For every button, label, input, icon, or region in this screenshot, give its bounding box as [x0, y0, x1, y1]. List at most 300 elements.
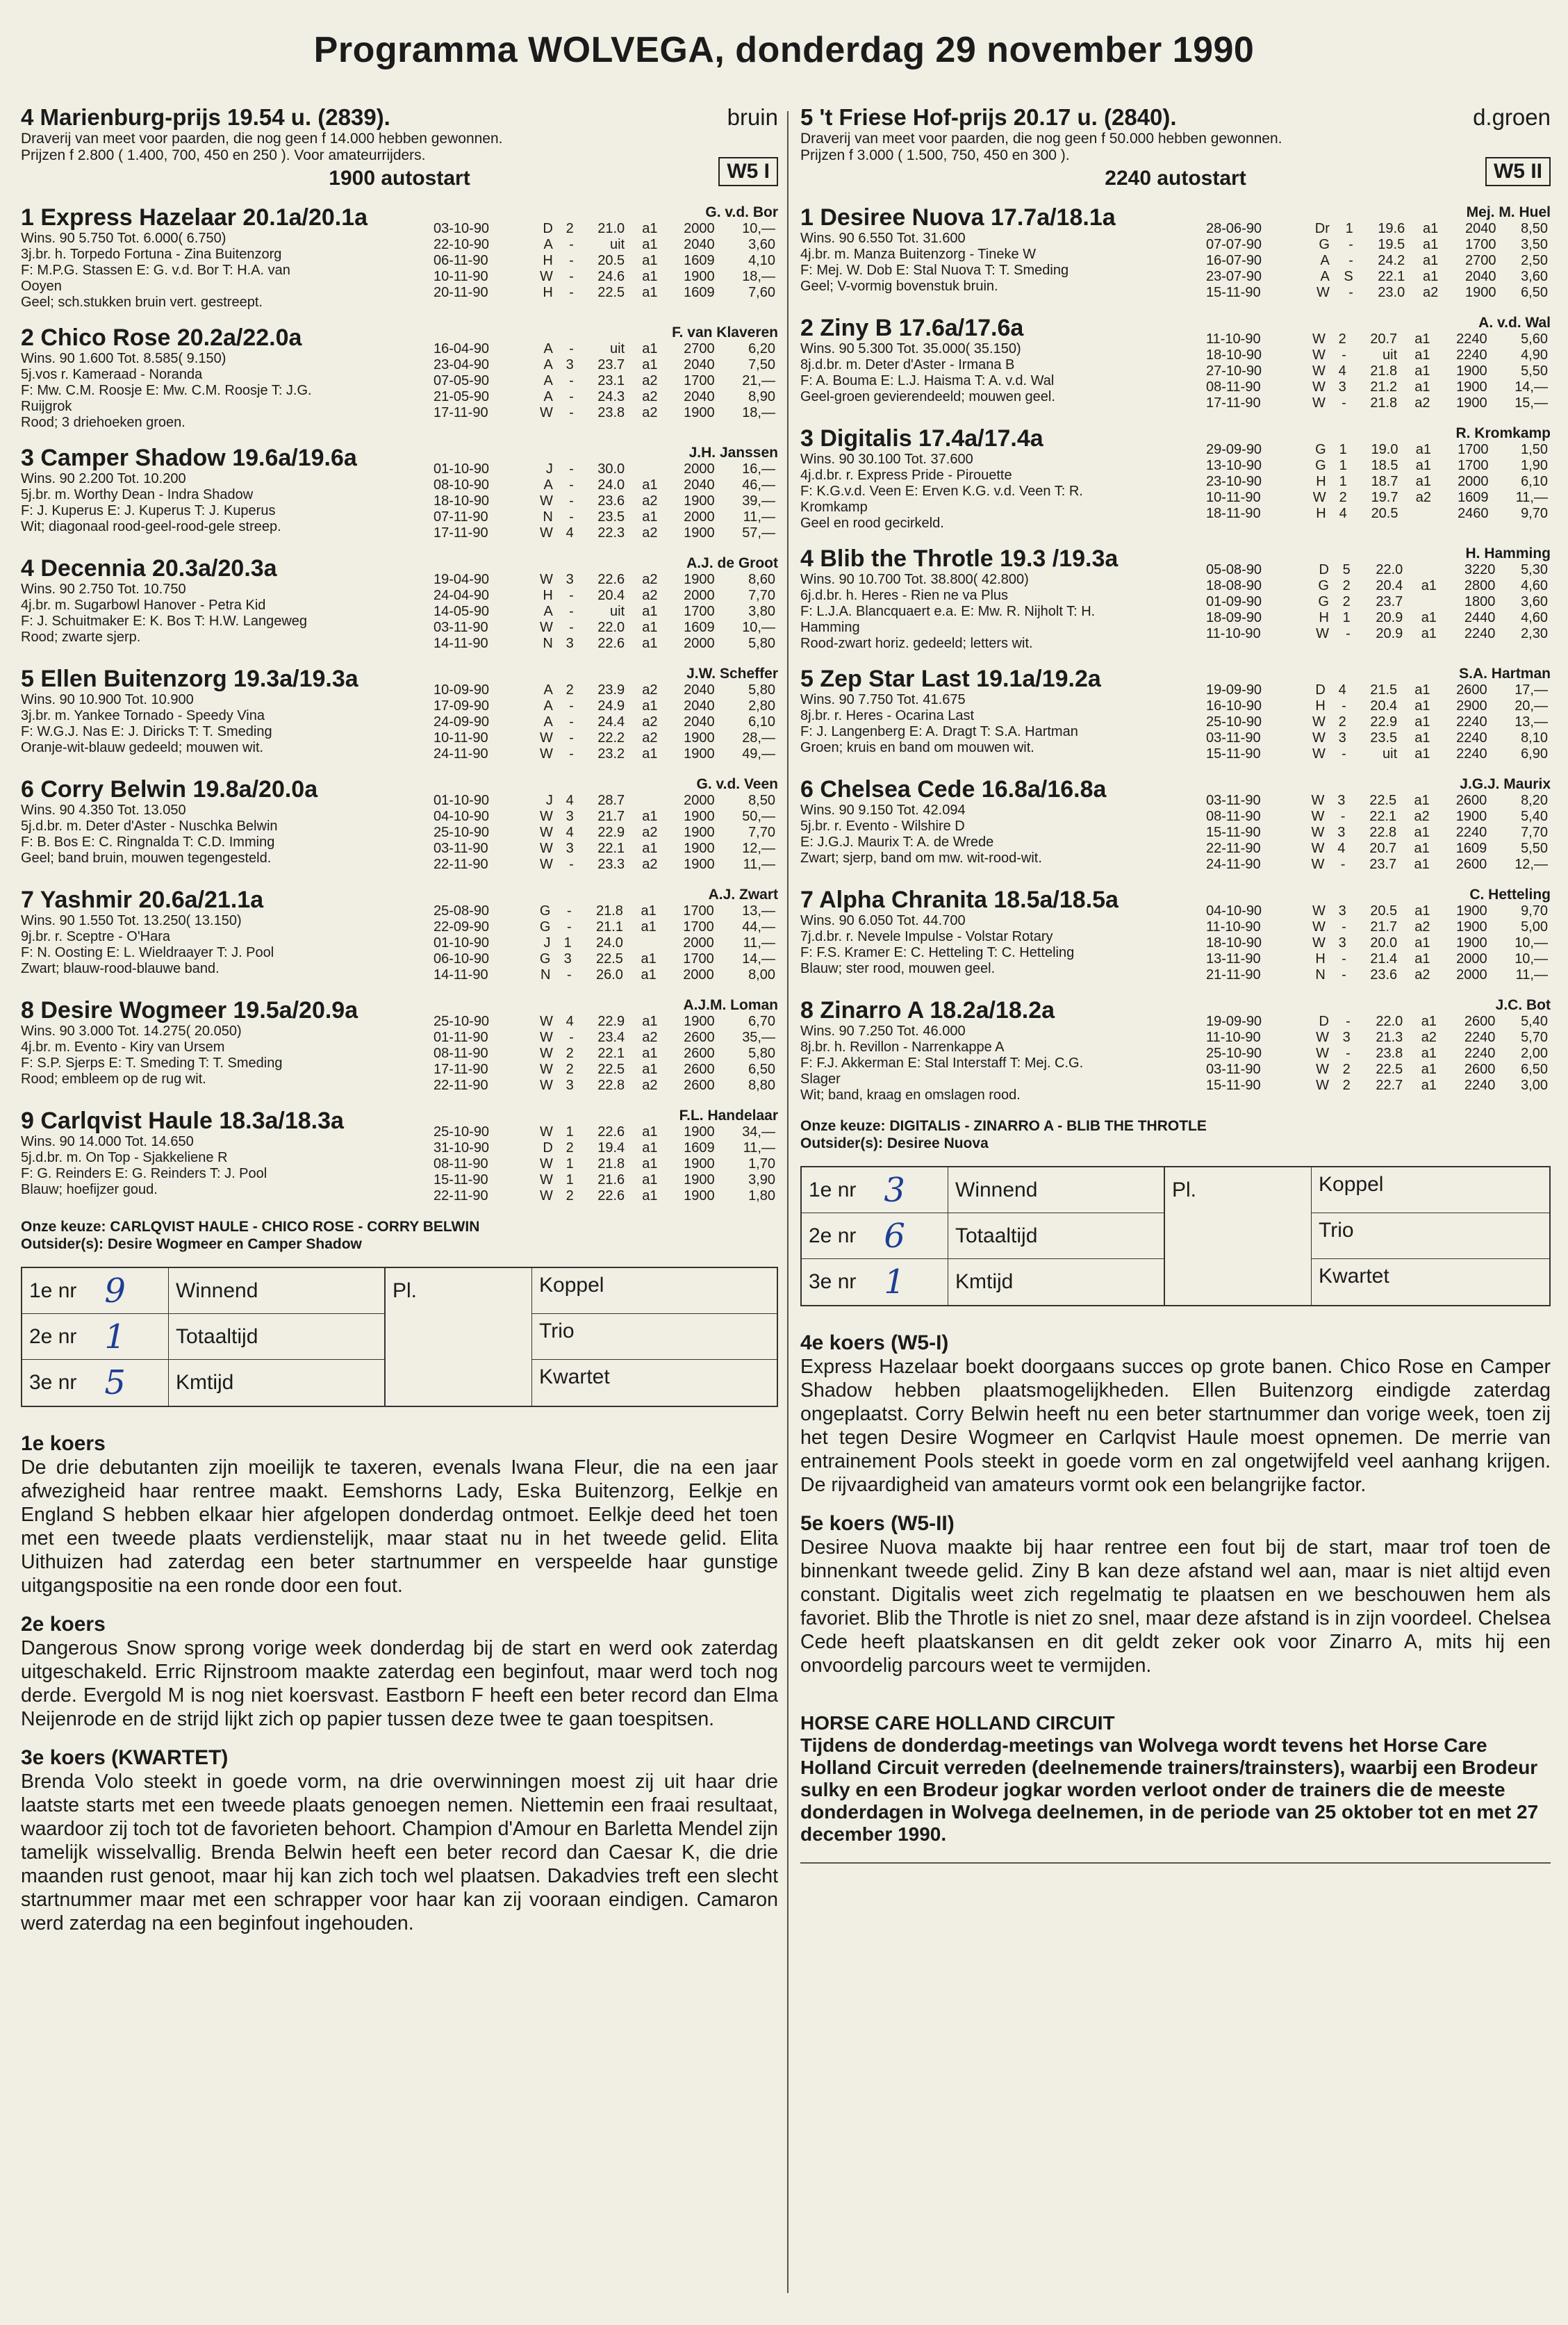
form-cell: 2 [1342, 578, 1351, 593]
form-cell: a2 [1414, 395, 1430, 411]
horse-detail-line: 9j.br. r. Sceptre - O'Hara [21, 929, 171, 944]
form-cell: 22.8 [597, 1078, 625, 1093]
bet-type-label: Totaaltijd [948, 1213, 1164, 1259]
form-row [431, 389, 778, 405]
form-cell: 23-04-90 [434, 357, 490, 372]
race-commentary [800, 1331, 1551, 1677]
form-cell: 23.5 [1370, 730, 1398, 746]
form-cell: - [1348, 237, 1353, 252]
form-cell: 49,— [742, 746, 775, 762]
form-cell: 24.6 [597, 269, 625, 284]
form-cell: 2600 [684, 1062, 715, 1077]
horse-detail-line: 6j.d.br. h. Heres - Rien ne va Plus [800, 588, 1009, 603]
form-row [431, 1014, 778, 1030]
form-cell: 24-04-90 [434, 588, 490, 603]
race-distance-row [21, 160, 778, 190]
horse-detail-line: F: N. Oosting E: L. Wieldraayer T: J. Pool [21, 945, 274, 960]
form-table [431, 461, 778, 541]
form-row [1203, 1030, 1551, 1046]
form-cell: D [543, 1140, 553, 1156]
form-table [431, 341, 778, 421]
form-cell [627, 793, 660, 809]
circuit-heading: HORSE CARE HOLLAND CIRCUIT [800, 1712, 1115, 1734]
form-cell: W [539, 730, 553, 746]
form-cell: 15-11-90 [434, 1172, 488, 1188]
horse-name: 6 Corry Belwin 19.8a/20.0a [21, 776, 318, 803]
combo-bet-label: Trio [532, 1314, 777, 1360]
horse-entry [800, 997, 1551, 1103]
form-cell: a2 [642, 389, 658, 404]
form-cell: 22.6 [597, 1188, 625, 1203]
horse-info [21, 204, 424, 311]
form-row [431, 809, 778, 825]
form-cell: 3,80 [748, 604, 775, 619]
form-table [431, 793, 778, 873]
horse-entry [800, 315, 1551, 411]
form-table [431, 903, 778, 983]
form-cell: 2000 [684, 509, 715, 525]
form-cell: 29-09-90 [1206, 442, 1262, 457]
form-cell: 1900 [684, 493, 715, 509]
form-cell: 3 [563, 951, 572, 967]
pl-label: Pl. [393, 1279, 418, 1302]
form-cell: 2600 [684, 1030, 715, 1045]
horse-name: 8 Zinarro A 18.2a/18.2a [800, 997, 1055, 1024]
form-cell: 1609 [684, 1140, 715, 1156]
form-cell: 8,20 [1521, 793, 1548, 808]
form-cell: W [539, 857, 553, 872]
form-cell: 03-11-90 [1206, 793, 1261, 808]
horse-list [800, 204, 1551, 1103]
form-cell: N [543, 636, 553, 651]
horse-name: 4 Blib the Throtle 19.3 /19.3a [800, 545, 1119, 572]
form-cell: 1900 [1456, 363, 1487, 379]
form-row [431, 373, 778, 389]
form-cell: S [1344, 269, 1353, 284]
form-cell: a1 [642, 357, 658, 372]
form-cell: G [539, 903, 551, 919]
horse-entry [800, 425, 1551, 532]
form-cell: 1,50 [1521, 442, 1548, 457]
form-cell: 1900 [684, 1124, 715, 1140]
form-cell: 3 [1337, 825, 1346, 840]
horse-detail-line: Wins. 90 9.150 Tot. 42.094 [800, 803, 966, 818]
horse-info [21, 445, 424, 541]
form-cell: 2000 [684, 636, 715, 651]
form-cell: D [1319, 562, 1329, 577]
place-label: 1e nr [29, 1279, 77, 1302]
form-cell: W [1317, 285, 1330, 300]
form-cell: 21.7 [1370, 919, 1398, 935]
form-cell: 13-11-90 [1206, 951, 1261, 967]
form-cell: 3 [566, 572, 574, 587]
form-row [1203, 578, 1551, 594]
form-cell: 3,60 [1521, 594, 1548, 609]
commentary-heading: 4e koers (W5-I) [800, 1331, 949, 1354]
result-box [800, 1166, 1551, 1306]
form-cell: 1609 [684, 285, 715, 300]
horse-info [21, 1108, 424, 1204]
form-cell: 22-11-90 [434, 1078, 488, 1093]
form-cell: 2240 [1464, 1030, 1496, 1045]
form-cell: 1700 [684, 373, 715, 388]
form-cell: 22.5 [595, 951, 623, 967]
form-cell: 2040 [684, 698, 715, 714]
form-cell: 24.9 [597, 698, 625, 714]
form-cell: N [543, 509, 553, 525]
horse-list [21, 204, 778, 1204]
form-cell: a1 [1414, 935, 1430, 951]
horse-info [800, 425, 1203, 532]
trainer-name: A.J. Zwart [708, 887, 778, 903]
form-cell: 1609 [1455, 841, 1487, 856]
commentary-heading: 2e koers [21, 1613, 106, 1636]
bet-type-column [168, 1268, 384, 1406]
form-cell: A [543, 341, 553, 356]
form-row [1203, 490, 1551, 506]
form-cell: 14-11-90 [434, 967, 488, 983]
form-row [431, 682, 778, 698]
horse-detail-line: 7j.d.br. r. Nevele Impulse - Volstar Rotary [800, 929, 1053, 944]
form-cell: 01-10-90 [434, 793, 490, 808]
form-cell: - [569, 698, 574, 714]
form-cell: 15-11-90 [1206, 285, 1261, 300]
bet-type-label: Kmtijd [955, 1270, 1014, 1293]
form-row [1203, 626, 1551, 642]
form-cell: A [543, 682, 553, 698]
form-cell: 14,— [742, 951, 775, 967]
form-cell: 20-11-90 [434, 285, 488, 300]
place-cell [802, 1259, 948, 1305]
horse-form [431, 997, 778, 1094]
horse-detail-line: F: J. Kuperus E: J. Kuperus T: J. Kuperus [21, 503, 276, 518]
form-cell: 03-10-90 [434, 221, 490, 236]
form-cell: - [1346, 1046, 1351, 1061]
form-cell: G [539, 919, 551, 935]
form-cell: W [539, 1078, 553, 1093]
divider-rule [800, 1862, 1551, 1864]
horse-info [21, 776, 424, 873]
form-cell: H [543, 588, 553, 603]
form-cell: 7,50 [748, 357, 775, 372]
place-label: 2e nr [29, 1324, 77, 1348]
form-row [1203, 347, 1551, 363]
form-cell: 13,— [1515, 714, 1548, 730]
horse-detail-line: 8j.br. r. Heres - Ocarina Last [800, 708, 975, 723]
form-cell: 21.8 [1370, 363, 1398, 379]
form-row [1203, 363, 1551, 379]
bet-type-column [948, 1167, 1164, 1305]
form-row [431, 951, 778, 967]
form-cell: 5,80 [748, 1046, 775, 1061]
form-cell: 21.3 [1376, 1030, 1403, 1045]
form-cell: W [1312, 919, 1326, 935]
horse-detail-line: F: F.S. Kramer E: C. Hetteling T: C. Hetteling [800, 945, 1075, 960]
form-cell: 1900 [684, 746, 715, 762]
horse-form [431, 445, 778, 541]
form-cell: 24.3 [597, 389, 625, 404]
form-cell: 5 [1342, 562, 1351, 577]
form-cell: 6,20 [748, 341, 775, 356]
form-row [431, 793, 778, 809]
form-cell: 4 [566, 825, 574, 840]
form-cell: a1 [1421, 626, 1437, 641]
form-cell: 9,70 [1521, 903, 1548, 919]
form-cell: W [1312, 714, 1326, 730]
form-row [431, 269, 778, 285]
form-cell: 2040 [1464, 269, 1496, 284]
form-cell [1405, 562, 1439, 578]
form-cell: 39,— [742, 493, 775, 509]
form-cell: 21.0 [597, 221, 625, 236]
form-cell: W [1311, 841, 1325, 856]
form-cell: - [569, 509, 574, 525]
horse-info [21, 666, 424, 762]
form-cell: 23.9 [597, 682, 625, 698]
form-cell: 15,— [1515, 395, 1548, 411]
form-cell: 28,— [742, 730, 775, 746]
form-cell: a1 [641, 951, 657, 967]
form-row [431, 588, 778, 604]
form-cell: 1 [1339, 458, 1347, 473]
form-cell: - [1342, 698, 1346, 714]
form-cell: a1 [1421, 1078, 1437, 1093]
horse-entry [21, 445, 778, 541]
form-cell: 18-10-90 [1206, 935, 1262, 951]
form-cell: 3 [1342, 1030, 1351, 1045]
form-cell: 1900 [1456, 935, 1487, 951]
form-cell: a2 [642, 1030, 658, 1045]
form-cell: 1900 [684, 405, 715, 420]
form-cell: - [1342, 347, 1346, 363]
form-cell: 3 [566, 809, 574, 824]
form-cell: 21.6 [597, 1172, 625, 1188]
trainer-name: J.H. Janssen [688, 445, 778, 461]
form-cell: 2900 [1456, 698, 1487, 714]
form-cell: 22.1 [1369, 809, 1397, 824]
form-cell: W [1311, 857, 1325, 872]
horse-detail-line: Geel en rood gecirkeld. [800, 516, 944, 531]
form-cell: 12,— [1515, 857, 1548, 872]
form-cell: 18.5 [1371, 458, 1398, 473]
form-cell: 20.7 [1369, 841, 1397, 856]
horse-detail-line: Ooyen [21, 279, 62, 294]
form-cell: W [1312, 347, 1326, 363]
form-cell: a1 [1414, 825, 1430, 840]
form-cell: a2 [642, 714, 658, 730]
form-cell: - [1342, 746, 1346, 762]
form-cell: W [1312, 395, 1326, 411]
form-cell: 08-11-90 [434, 1156, 488, 1172]
horse-form [431, 887, 778, 983]
form-cell: 26.0 [595, 967, 623, 983]
form-cell: a1 [1421, 1062, 1437, 1077]
form-cell: 23.6 [1370, 967, 1398, 983]
form-cell: N [1315, 967, 1326, 983]
form-row [431, 525, 778, 541]
form-cell: G [1315, 458, 1326, 473]
form-cell: 11,— [743, 857, 775, 872]
form-cell: G [1318, 594, 1329, 609]
form-table [1203, 682, 1551, 762]
form-cell: 23.8 [1376, 1046, 1403, 1061]
form-cell: a1 [1414, 379, 1430, 395]
form-cell: 3 [1338, 935, 1346, 951]
form-row [1203, 237, 1551, 253]
form-cell: 22.9 [597, 825, 625, 840]
trainer-name: Mej. M. Huel [1466, 204, 1551, 220]
form-cell: 21.8 [597, 1156, 625, 1172]
place-cell [22, 1314, 168, 1360]
form-cell: 4 [566, 1014, 574, 1029]
form-cell: 2 [1338, 714, 1346, 730]
form-cell: H [543, 285, 553, 300]
form-cell: 20.5 [1370, 903, 1398, 919]
form-cell: 10-11-90 [434, 269, 488, 284]
form-cell: 22.5 [597, 1062, 625, 1077]
form-row [431, 857, 778, 873]
form-cell: 2000 [684, 221, 715, 236]
form-cell: W [1312, 730, 1326, 746]
form-cell: 17-11-90 [434, 405, 488, 420]
trainer-name: R. Kromkamp [1455, 425, 1551, 441]
form-cell: 24.0 [597, 477, 625, 493]
form-cell: G [1318, 578, 1329, 593]
bet-type-label: Winnend [948, 1167, 1164, 1213]
horse-entry [21, 555, 778, 652]
form-cell: 7,70 [748, 825, 775, 840]
form-cell: 22.1 [597, 841, 625, 856]
form-cell: 5,40 [1521, 809, 1548, 824]
form-row [1203, 458, 1551, 474]
form-cell: - [1342, 951, 1346, 967]
form-cell: 1900 [684, 525, 715, 541]
form-cell: 2240 [1464, 1046, 1496, 1061]
form-cell: 1 [1339, 442, 1347, 457]
horse-detail-line: F: W.G.J. Nas E: J. Diricks T: T. Smeding [21, 724, 272, 739]
form-cell: 24-11-90 [434, 746, 488, 762]
horse-detail-line: Wins. 90 6.050 Tot. 44.700 [800, 913, 966, 928]
race-distance: 1900 autostart [329, 167, 470, 190]
trainer-name: G. v.d. Veen [696, 776, 778, 792]
form-cell: a1 [642, 269, 658, 284]
form-cell: 5,80 [748, 636, 775, 651]
horse-info [21, 887, 424, 983]
form-cell: 23.2 [597, 746, 625, 762]
horse-detail-line: Wins. 90 5.300 Tot. 35.000( 35.150) [800, 341, 1021, 356]
form-cell: a2 [642, 405, 658, 420]
form-cell: 19.5 [1378, 237, 1405, 252]
form-cell: 22.7 [1376, 1078, 1403, 1093]
horse-entry [800, 204, 1551, 301]
form-cell: 01-11-90 [434, 1030, 488, 1045]
form-cell: 22.1 [1378, 269, 1405, 284]
form-cell: 3 [566, 841, 574, 856]
form-cell: a2 [642, 857, 658, 872]
race-header [21, 104, 778, 131]
form-cell: - [1340, 857, 1346, 872]
result-box [21, 1267, 778, 1407]
form-cell: uit [610, 604, 625, 619]
place-cell [22, 1360, 168, 1406]
form-cell: A [543, 714, 553, 730]
form-row [431, 1046, 778, 1062]
form-row [1203, 903, 1551, 919]
trainer-name: A.J. de Groot [686, 555, 778, 571]
form-cell: - [1346, 1014, 1351, 1029]
form-cell: W [539, 1030, 553, 1045]
combo-bet-label: Koppel [1312, 1167, 1549, 1213]
form-cell: a1 [1422, 269, 1439, 284]
form-cell: 2 [566, 1140, 574, 1156]
horse-name: 8 Desire Wogmeer 19.5a/20.9a [21, 997, 358, 1024]
horse-detail-line: 4j.br. m. Manza Buitenzorg - Tineke W [800, 247, 1037, 262]
form-cell: 23-10-90 [1206, 474, 1262, 489]
form-row [1203, 793, 1551, 809]
form-cell: 23.3 [597, 857, 625, 872]
form-table [431, 682, 778, 762]
form-cell: 2 [1342, 1078, 1351, 1093]
form-cell: 18-10-90 [434, 493, 490, 509]
horse-form [1203, 545, 1551, 652]
form-cell: a2 [642, 493, 658, 509]
form-row [1203, 1046, 1551, 1062]
form-row [1203, 442, 1551, 458]
form-cell: A [543, 698, 553, 714]
form-row [431, 604, 778, 620]
form-table [1203, 221, 1551, 301]
form-cell: 2000 [1456, 951, 1487, 967]
horse-info [21, 324, 424, 431]
form-row [431, 1140, 778, 1156]
form-row [1203, 1078, 1551, 1094]
horse-detail-line: Wins. 90 5.750 Tot. 6.000( 6.750) [21, 231, 226, 246]
form-cell: 2240 [1456, 746, 1487, 762]
form-cell: - [569, 620, 574, 635]
form-cell: - [567, 967, 572, 983]
form-cell: 8,60 [748, 572, 775, 587]
form-cell: a1 [642, 1014, 658, 1029]
form-cell: 2 [566, 1046, 574, 1061]
form-cell: W [1316, 626, 1329, 641]
horse-detail-line: Blauw; hoefijzer goud. [21, 1182, 158, 1197]
form-cell: 06-11-90 [434, 253, 488, 268]
form-cell: 11,— [1515, 490, 1548, 505]
horse-detail-line: 4j.d.br. r. Express Pride - Pirouette [800, 468, 1012, 483]
form-cell: 1700 [1464, 237, 1496, 252]
form-cell: 2600 [1455, 793, 1487, 808]
form-cell: 22.9 [597, 1014, 625, 1029]
form-cell: 1700 [683, 919, 714, 935]
form-cell: 2040 [1464, 221, 1496, 236]
horse-detail-line: Wins. 90 10.900 Tot. 10.900 [21, 692, 194, 707]
form-cell: a1 [642, 285, 658, 300]
form-cell: - [569, 746, 574, 762]
horse-detail-line: F: S.P. Sjerps E: T. Smeding T: T. Smeding [21, 1055, 283, 1071]
form-cell: 1900 [1456, 395, 1487, 411]
form-cell: a1 [1415, 458, 1432, 473]
form-cell: 1609 [684, 253, 715, 268]
horse-detail-line: Wins. 90 6.550 Tot. 31.600 [800, 231, 966, 246]
form-cell: 19-04-90 [434, 572, 490, 587]
form-cell [627, 461, 660, 477]
column-divider [787, 111, 789, 2293]
our-choice: Onze keuze: CARLQVIST HAULE - CHICO ROSE - CORRY BELWIN Outsider(s): Desire Wogmeer en Camper Shadow [21, 1219, 480, 1252]
form-row [1203, 221, 1551, 237]
form-row [431, 935, 778, 951]
horse-detail-line: E: J.G.J. Maurix T: A. de Wrede [800, 835, 994, 850]
form-cell: 20.4 [1370, 698, 1398, 714]
